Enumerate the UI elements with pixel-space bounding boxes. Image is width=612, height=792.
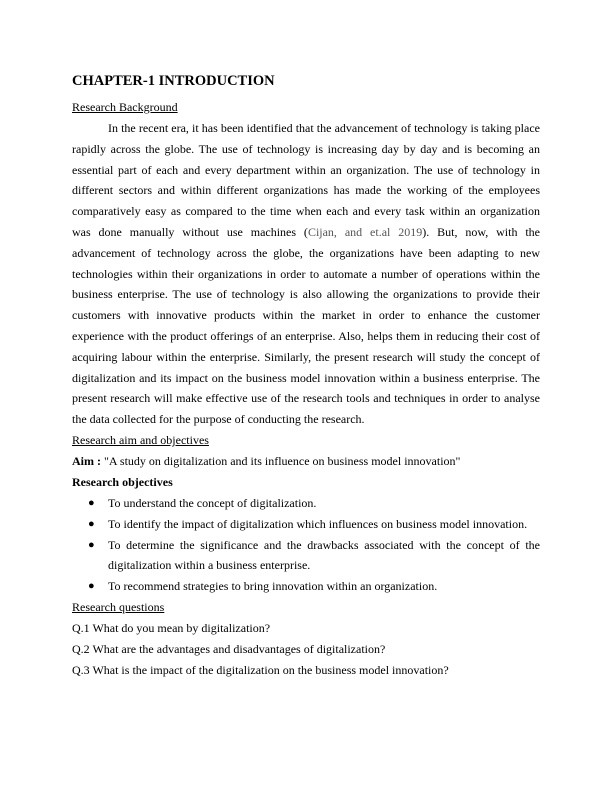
citation: Cijan, and et.al 2019 [307,224,423,239]
aim-objectives-heading: Research aim and objectives [72,432,209,447]
background-text-end: ). But, now, with the advancement of technology across the globe, the organizations have been adapting to new technologies within their organizations in order to automate a number of operations within the business enterprise. The use of technology is also allowing the organizations to provide their customers with innovative products within the market in order to enhance the customer experience with the product offerings of an enterprise. Also, helps them in reducing their cost of acquiring labour within the enterprise. Similarly, the present research will study the concept of digitalization and its impact on the business model innovation within a business enterprise. The present research will make effective use of the research tools and techniques in order to analyse the data collected for the purpose of conducting the research. [72,224,541,427]
aim-line [72,451,540,472]
question-item: Q.2 What are the advantages and disadvantages of digitalization? [72,641,386,656]
objectives-list [72,493,540,597]
question-item: Q.1 What do you mean by digitalization? [72,620,271,635]
bullet-icon: ● [88,496,95,509]
aim-text: "A study on digitalization and its influence on business model innovation" [101,453,461,468]
chapter-title: CHAPTER-1 INTRODUCTION [72,73,275,89]
background-paragraph [72,118,540,430]
list-item: ● To understand the concept of digitalization. [72,493,540,514]
research-questions-heading: Research questions [72,599,165,614]
objectives-heading: Research objectives [72,474,173,489]
question-item: Q.3 What is the impact of the digitalization on the business model innovation? [72,662,449,677]
bullet-icon: ● [88,538,95,551]
bullet-icon: ● [88,580,95,593]
list-item: ● To identify the impact of digitalization which influences on business model innovation. [72,514,540,535]
bullet-icon: ● [88,517,95,530]
research-background-heading: Research Background [72,100,178,114]
list-item: ● To recommend strategies to bring innovation within an organization. [72,576,540,597]
list-item: ● To determine the significance and the drawbacks associated with the concept of the digitalization within a business enterprise. [72,535,540,577]
page-content [72,72,540,681]
aim-label: Aim : [72,453,101,468]
background-text-start: In the recent era, it has been identified that the advancement of technology is taking place rapidly across the globe. The use of technology is increasing day by day and is becoming an essential part of each and every department within an organization. The use of technology in different sectors and within different organizations has made the working of the employees comparatively easy as compared to the time when each and every task within an organization was done manually without use machines ( [72,121,540,239]
